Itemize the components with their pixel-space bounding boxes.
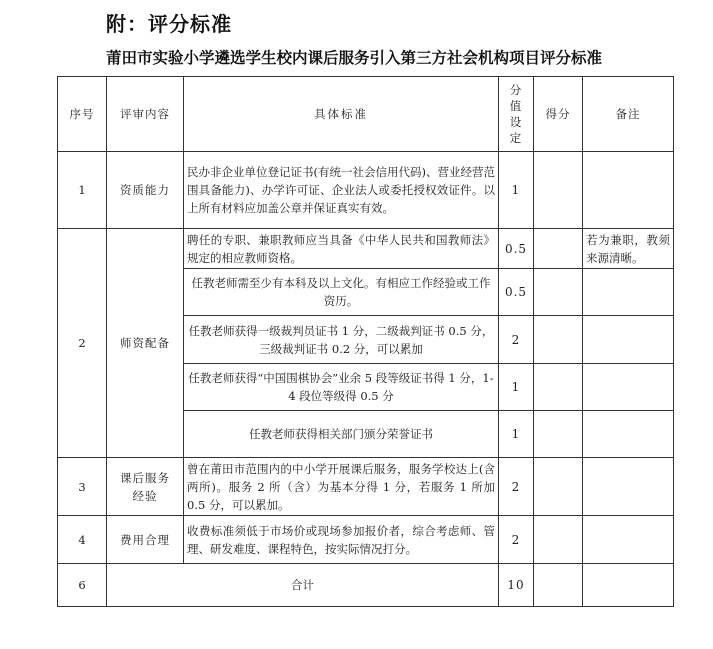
header-points-char-2: 值 (509, 99, 523, 113)
row-item: 资质能力 (107, 152, 184, 229)
header-points-char-3: 设 (509, 115, 523, 129)
row-note (583, 564, 674, 607)
header-note: 备注 (583, 77, 674, 152)
row-note (583, 516, 674, 564)
row-earned[interactable] (534, 316, 583, 364)
row-note (583, 458, 674, 516)
row-earned[interactable] (534, 152, 583, 229)
row-criteria: 任教老师获得一级裁判员证书 1 分，二级裁判证书 0.5 分，三级裁判证书 0.2 分，可以累加 (184, 316, 499, 364)
row-points: 1 (499, 152, 534, 229)
row-earned[interactable] (534, 229, 583, 269)
total-points: 10 (499, 564, 534, 607)
row-no: 1 (58, 152, 107, 229)
total-label: 合计 (107, 564, 499, 607)
header-item: 评审内容 (107, 77, 184, 152)
header-points (499, 77, 534, 152)
row-points: 1 (499, 364, 534, 411)
row-no: 4 (58, 516, 107, 564)
row-note (583, 364, 674, 411)
row-points: 2 (499, 316, 534, 364)
row-item (107, 458, 184, 516)
row-points: 2 (499, 458, 534, 516)
table-header-row (58, 77, 674, 152)
row-note (583, 411, 674, 458)
row-earned[interactable] (534, 564, 583, 607)
row-criteria: 曾在莆田市范围内的中小学开展课后服务，服务学校达上(含两所)。服务 2 所（含）为基本分得 1 分，若服务 1 所加 0.5 分，可以累加。 (184, 458, 499, 516)
row-note (583, 269, 674, 316)
row-criteria: 任教老师获得“中国围棋协会”业余 5 段等级证书得 1 分，1-4 段位等级得 0.5 分 (184, 364, 499, 411)
row-earned[interactable] (534, 516, 583, 564)
header-points-char-4: 定 (509, 131, 523, 145)
row-no: 2 (58, 229, 107, 458)
row-criteria: 任教老师获得相关部门颁分荣誉证书 (184, 411, 499, 458)
table-row (58, 152, 674, 229)
row-earned[interactable] (534, 269, 583, 316)
row-criteria: 聘任的专职、兼职教师应当具备《中华人民共和国教师法》规定的相应教师资格。 (184, 229, 499, 269)
scoring-table (57, 76, 674, 607)
row-criteria: 收费标准须低于市场价或现场参加报价者，综合考虑师、管理、研发难度、课程特色，按实际情况打分。 (184, 516, 499, 564)
row-criteria: 民办非企业单位登记证书(有统一社会信用代码)、营业经营范围具备能力)、办学许可证、企业法人或委托授权效证件。以上所有材料应加盖公章并保证真实有效。 (184, 152, 499, 229)
row-note (583, 152, 674, 229)
row-earned[interactable] (534, 364, 583, 411)
header-criteria: 具体标准 (184, 77, 499, 152)
row-no: 3 (58, 458, 107, 516)
row-item-line-1: 课后服务 (120, 470, 170, 485)
row-item-line-2: 经验 (132, 488, 158, 503)
row-points: 2 (499, 516, 534, 564)
document-title: 莆田市实验小学遴选学生校内课后服务引入第三方社会机构项目评分标准 (106, 49, 603, 67)
row-note: 若为兼职，教须来源清晰。 (583, 229, 674, 269)
row-item: 师资配备 (107, 229, 184, 458)
table-total-row (58, 564, 674, 607)
row-points: 0.5 (499, 229, 534, 269)
row-earned[interactable] (534, 411, 583, 458)
row-item: 费用合理 (107, 516, 184, 564)
page-heading: 附：评分标准 (106, 12, 232, 36)
header-points-char-1: 分 (509, 83, 523, 97)
header-no: 序号 (58, 77, 107, 152)
row-points: 1 (499, 411, 534, 458)
row-no: 6 (58, 564, 107, 607)
row-note (583, 316, 674, 364)
table-row (58, 516, 674, 564)
table-row (58, 229, 674, 269)
row-criteria: 任教老师需至少有本科及以上文化。有相应工作经验或工作资历。 (184, 269, 499, 316)
table-row (58, 458, 674, 516)
row-points: 0.5 (499, 269, 534, 316)
row-earned[interactable] (534, 458, 583, 516)
header-earned: 得分 (534, 77, 583, 152)
